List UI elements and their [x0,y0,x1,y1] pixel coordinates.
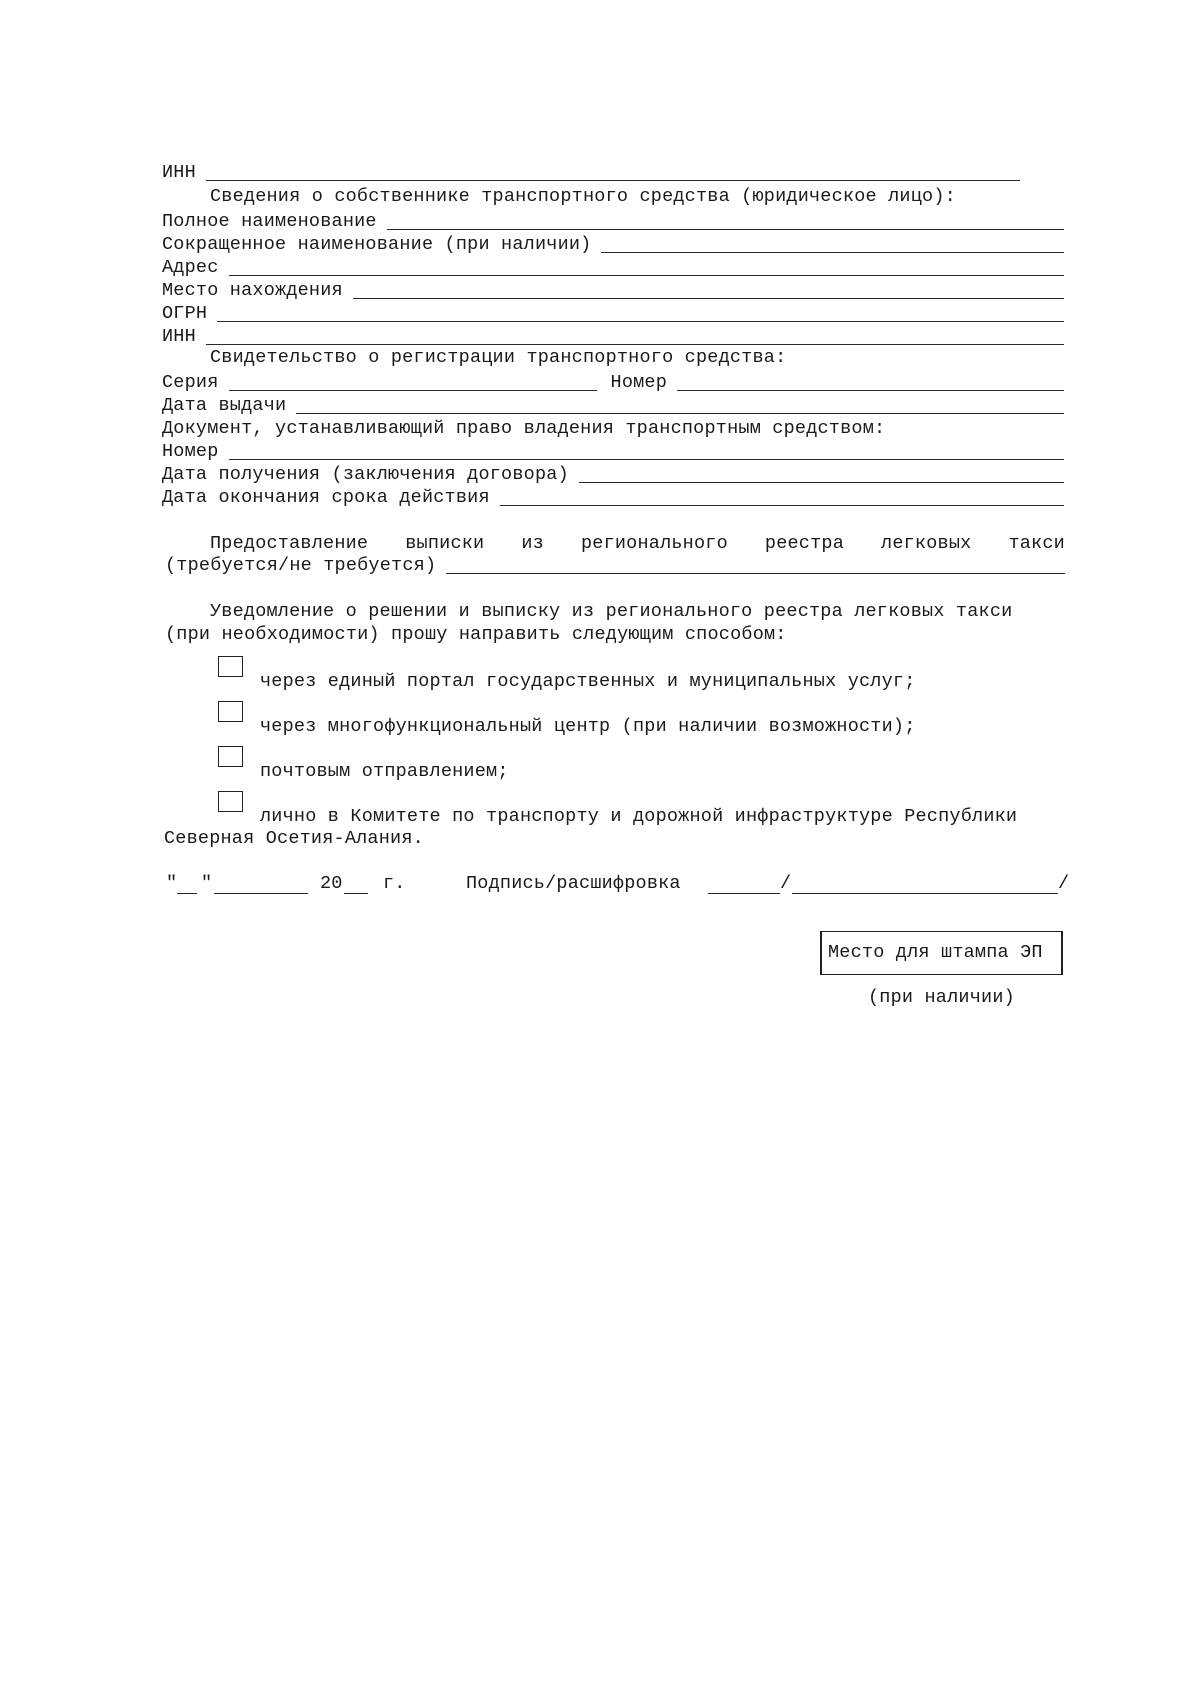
option-post-label: почтовым отправлением; [260,761,509,782]
inn-field[interactable] [206,344,1064,345]
end-date-field[interactable] [500,505,1064,506]
inn-field[interactable] [206,180,1020,181]
end-date-row [162,485,1064,509]
checkbox-mfc[interactable] [218,701,243,722]
signature-slash-end: / [1058,873,1070,894]
address-field[interactable] [229,275,1064,276]
receipt-date-label: Дата получения (заключения договора) [162,464,569,485]
year-prefix: 20 [320,873,343,894]
short-name-label: Сокращенное наименование (при наличии) [162,234,592,255]
extract-word: Предоставление [210,533,369,554]
extract-word: регионального [580,533,728,554]
doc-number-row [162,439,1064,463]
checkbox-portal[interactable] [218,656,243,677]
issue-date-field[interactable] [296,413,1064,414]
stamp-label: Место для штампа ЭП [828,942,1043,963]
location-row [162,278,1064,302]
extract-line1 [210,532,1065,555]
doc-number-label: Номер [162,441,219,462]
end-date-label: Дата окончания срока действия [162,487,490,508]
option-portal-label: через единый портал государственных и муниципальных услуг; [260,671,916,692]
signature-field[interactable] [708,893,780,894]
registration-heading: Свидетельство о регистрации транспортного средства: [210,347,787,368]
signature-label: Подпись/расшифровка [466,873,681,894]
extract-line2-row [165,553,1065,577]
month-field[interactable] [214,893,308,894]
full-name-row [162,209,1064,233]
ogrn-row [162,301,1064,325]
stamp-note: (при наличии) [868,987,1015,1008]
quote-open: " [166,873,178,894]
inn-row [162,324,1064,348]
notification-line2: (при необходимости) прошу направить следующим способом: [165,624,787,645]
extract-word: реестра [764,533,845,554]
year-suffix: г. [383,873,406,894]
location-label: Место нахождения [162,280,343,301]
series-field[interactable] [229,390,597,391]
address-row [162,255,1064,279]
extract-required-field[interactable] [446,573,1065,574]
year-field[interactable] [344,893,368,894]
signature-slash: / [780,873,792,894]
series-label: Серия [162,372,219,393]
owner-legal-heading: Сведения о собственнике транспортного средства (юридическое лицо): [210,186,956,207]
ogrn-field[interactable] [217,321,1064,322]
checkbox-post[interactable] [218,746,243,767]
notification-line1: Уведомление о решении и выписку из регионального реестра легковых такси [210,601,1013,622]
ownership-doc-heading-row [162,416,1064,440]
series-number-row [162,370,1064,394]
checkbox-in-person[interactable] [218,791,243,812]
doc-number-field[interactable] [229,459,1064,460]
extract-word: выписки [405,533,485,554]
day-field[interactable] [177,893,197,894]
extract-word: из [521,533,544,554]
location-field[interactable] [353,298,1064,299]
number-field[interactable] [677,390,1064,391]
short-name-field[interactable] [601,252,1064,253]
option-in-person-label-cont: Северная Осетия-Алания. [164,828,424,849]
number-label: Номер [610,372,668,393]
short-name-row [162,232,1064,256]
issue-date-row [162,393,1064,417]
inn-label: ИНН [162,326,196,347]
ownership-doc-heading: Документ, устанавливающий право владения транспортным средством: [162,418,886,439]
signature-decoding-field[interactable] [792,893,1058,894]
option-in-person-label: лично в Комитете по транспорту и дорожной инфраструктуре Республики [260,806,1018,827]
full-name-label: Полное наименование [162,211,377,232]
extract-required-label: (требуется/не требуется) [165,555,437,576]
inn-label: ИНН [162,162,196,183]
issue-date-label: Дата выдачи [162,395,287,416]
quote-close: " [201,873,213,894]
stamp-box [820,931,1063,975]
extract-word: такси [1008,533,1065,554]
ogrn-label: ОГРН [162,303,208,324]
address-label: Адрес [162,257,219,278]
receipt-date-field[interactable] [579,482,1064,483]
inn-row-top [162,160,1020,184]
option-mfc-label: через многофункциональный центр (при наличии возможности); [260,716,916,737]
receipt-date-row [162,462,1064,486]
full-name-field[interactable] [387,229,1064,230]
extract-word: легковых [881,533,972,554]
